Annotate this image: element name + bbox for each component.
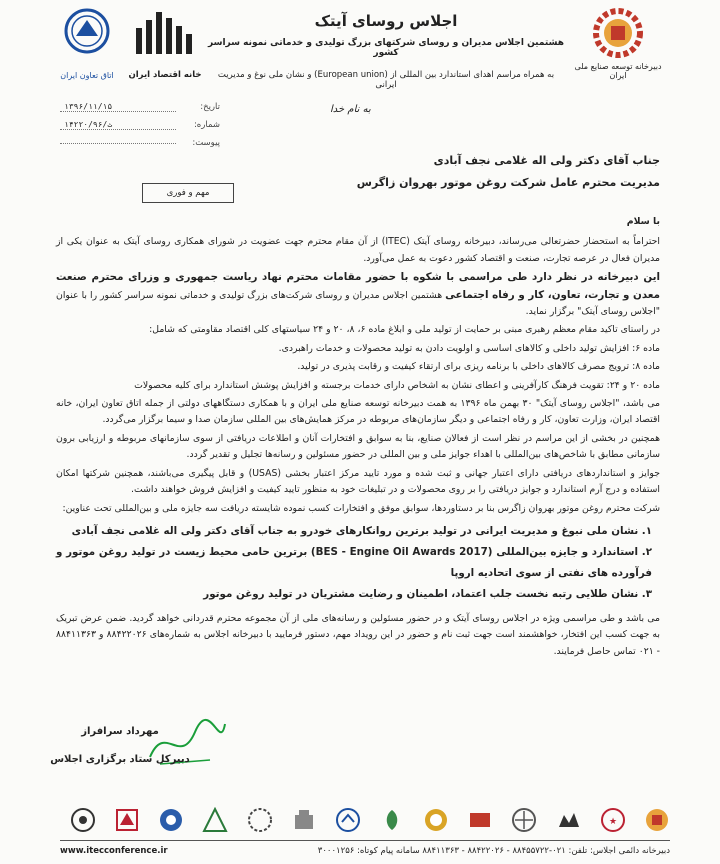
letter-body <box>56 214 660 662</box>
paragraph-event-bold: این دبیرخانه در نظر دارد طی مراسمی با شکوه با حضور مقامات محترم نهاد ریاست جمهوری و وزرای محترم صنعت معدن و تجارت، تعاون، کار و رفاه اجتماعی <box>56 271 660 301</box>
paragraph-event <box>56 269 660 320</box>
partner-logo-icon <box>644 807 670 833</box>
logo-right-caption: دبیرخانه توسعه صنایع ملی ایران <box>574 62 662 80</box>
gear-emblem-icon <box>588 6 648 60</box>
partner-logo-icon <box>556 807 582 833</box>
paragraph-standards: جوایز و استانداردهای دریافتی دارای اعتبار جهانی و ثبت شده و مورد تایید مرکز اعتبار بخشی (USAS) و قابل پیگیری می‌باشند، همچنین شرکتها امکان استفاده و درج آرم استاندارد و جوایز دریافتی را بر روی محصولات و در تبلیغات خود به منظور تایید کیفیت و افزایش فروش خواهند داشت. <box>56 467 660 496</box>
article-20-24: ماده ۲۰ و ۲۴: تقویت فرهنگ کارآفرینی و اعطای نشان به اشخاص دارای خدمات برجسته و افزایش پوشش استاندارد برای کلیه محصولات <box>134 379 660 391</box>
greeting: با سلام <box>626 216 660 227</box>
urgent-stamp: مهم و فوری <box>142 183 234 203</box>
bismillah: به نام خدا <box>330 104 371 115</box>
header-text <box>206 12 566 90</box>
conference-title: اجلاس روسای آیتک <box>314 12 458 30</box>
article-8: ماده ۸: ترویج مصرف کالاهای داخلی با برنامه ریزی برای ارتقاء کیفیت و رقابت پذیری در تولید. <box>297 361 660 373</box>
conference-subtitle: هشتمین اجلاس مدیران و روسای شرکتهای بزرگ تولیدی و خدماتی نمونه سراسر کشور <box>208 38 564 58</box>
awards-list <box>56 521 652 605</box>
partner-logo-icon <box>158 807 184 833</box>
meta-date-row <box>60 98 220 116</box>
footer <box>60 846 670 856</box>
paragraph-closing: می باشد و طی مراسمی ویژه در اجلاس روسای آیتک و در حضور مسئولین و رسانه‌های ملی از آن مجموعه محترم قدردانی خواهد گردید. ضمن عرض تبریک به جهت کسب این افتخار، خواهشمند است جهت ثبت نام و حضور در این رویداد مهم، دستور فرمایید با دبیرخانه اجلاس به شماره‌های ۸۸۴۲۲۰۲۶ و ۸۸۴۱۱۳۶۳ - ۰۲۱ تماس حاصل فرمایند. <box>56 612 661 657</box>
partner-logo-icon <box>423 807 449 833</box>
logo-left-caption: اتاق تعاون ایران <box>60 71 114 80</box>
meta-number-row <box>60 116 220 134</box>
svg-text:★: ★ <box>608 817 617 827</box>
partner-logo-icon <box>247 807 273 833</box>
letter-meta <box>60 98 220 152</box>
signature-block <box>50 718 190 774</box>
paragraph-company: شرکت محترم روغن موتور بهروان زاگرس بنا بر دستاوردها، سوابق موفق و افتخارات کسب نموده شایسته دریافت سه جایزه ملی و بین‌المللی تحت عناوین: <box>62 502 660 514</box>
logo-cooperative-chamber <box>56 6 118 86</box>
cooperative-seal-icon <box>62 6 112 56</box>
number-label: شماره: <box>193 120 220 130</box>
date-value: ۱۳۹۶/۱۱/۱۵ <box>60 102 176 112</box>
partner-logo-icon <box>335 807 361 833</box>
signatory-title: دبیرکل ستاد برگزاری اجلاس <box>50 754 190 765</box>
attachment-label: پیوست: <box>192 138 220 148</box>
signatory-name: مهرداد سرافراز <box>81 726 159 737</box>
award-item: ۱. نشان ملی نبوغ و مدیریت ایرانی در تولید برترین روانکارهای خودرو به جناب آقای دکتر ولی اله غلامی نجف آبادی <box>71 524 652 537</box>
footer-divider <box>60 840 670 841</box>
paragraph-intro: احتراماً به استحضار حضرتعالی می‌رساند، دبیرخانه روسای آیتک (ITEC) از آن مقام محترم جهت عضویت در شورای همکاری روسای آیتک به عنوان یکی از مدیران فعال در عرصه تجارت، صنعت و اقتصاد کشور دعوت به عمل می‌آورد. <box>56 236 660 264</box>
award-item: ۲. استاندارد و جایزه بین‌المللی (BES - Engine Oil Awards 2017) برترین حامی محیط زیست در تولید روغن موتور و فرآورده های نفتی از سوی اتحادیه اروپا <box>56 545 652 579</box>
partner-logo-icon <box>467 807 493 833</box>
paragraph-awards-intro: همچنین در بخشی از این مراسم در نظر است از فعالان صنایع، بنا به سوابق و افتخارات آنان و اطلاعات دریافتی از سوی سازمانهای مربوطه و ارزیابی برون سازمانی مطابق با شاخص‌های بین‌المللی با اهداء جوایز ملی و بین المللی در حضور مسئولین و رسانه‌ها تجلیل و تقدیر گردد. <box>56 432 660 461</box>
number-value: ۱۴۲۲۰/ث/۹۶ <box>60 120 176 130</box>
buildings-icon <box>132 6 198 56</box>
website-link[interactable]: www.itecconference.ir <box>60 846 168 856</box>
partner-logos <box>70 802 670 838</box>
partner-logo-icon <box>114 807 140 833</box>
logo-center-caption: خانه اقتصاد ایران <box>128 70 202 80</box>
paragraph-conference: می باشد، "اجلاس روسای آیتک" ۳۰ بهمن ماه ۱۳۹۶ به همت دبیرخانه توسعه صنایع ملی ایران و با همکاری دستگاههای دولتی از جمله اتاق تعاون ایران، خانه اقتصاد ایران، وزارت تعاون، کار و رفاه اجتماعی و دیگر سازمان‌های مربوطه در مرکز همایش‌های بین المللی سازمان صدا و سیما برگزار می‌گردد. <box>56 398 660 426</box>
date-label: تاریخ: <box>200 102 220 112</box>
article-6: ماده ۶: افزایش تولید داخلی و کالاهای اساسی و اولویت دادن به تولید محصولات و خدمات راهبردی. <box>278 342 660 354</box>
paragraph-policy: در راستای تاکید مقام معظم رهبری مبنی بر حمایت از تولید ملی و ابلاغ ماده ۶، ۸، ۲۰ و ۲۴ سیاستهای کلی اقتصاد مقاومتی که شامل: <box>149 324 660 336</box>
paragraph-event-rest: هشتمین اجلاس مدیران و روسای شرکت‌های بزرگ تولیدی و خدماتی نمونه سراسر کشور را با عنوان "اجلاس روسای آیتک" برگزار نماید. <box>56 289 660 318</box>
attachment-value <box>60 143 176 144</box>
conference-subline: به همراه مراسم اهدای استاندارد بین المللی از (European union) و نشان ملی نوغ و مدیریت ایرانی <box>217 70 555 90</box>
partner-logo-icon <box>600 807 626 833</box>
recipient-name: جناب آقای دکتر ولی اله غلامی نجف آبادی <box>433 154 660 167</box>
partner-logo-icon <box>70 807 96 833</box>
secretariat-contact: دبیرخانه دائمی اجلاس: تلفن: ۰۲۱-۸۸۴۵۵۷۲۲ - ۸۸۴۲۲۰۲۶ - ۸۸۴۱۱۳۶۳ سامانه پیام کوتاه: ۳۰۰۰۱۲۵۶ <box>317 846 670 856</box>
partner-logo-icon <box>379 807 405 833</box>
partner-logo-icon <box>291 807 317 833</box>
logo-economy-house <box>128 6 202 86</box>
partner-logo-icon <box>511 807 537 833</box>
letterhead <box>56 6 666 90</box>
partner-logo-icon <box>202 807 228 833</box>
award-item: ۳. نشان طلایی رتبه نخست جلب اعتماد، اطمینان و رضایت مشتریان در تولید روغن موتور <box>203 587 652 600</box>
recipient-title: مدیریت محترم عامل شرکت روغن موتور بهروان زاگرس <box>356 176 660 189</box>
logo-national-industries <box>570 6 666 86</box>
